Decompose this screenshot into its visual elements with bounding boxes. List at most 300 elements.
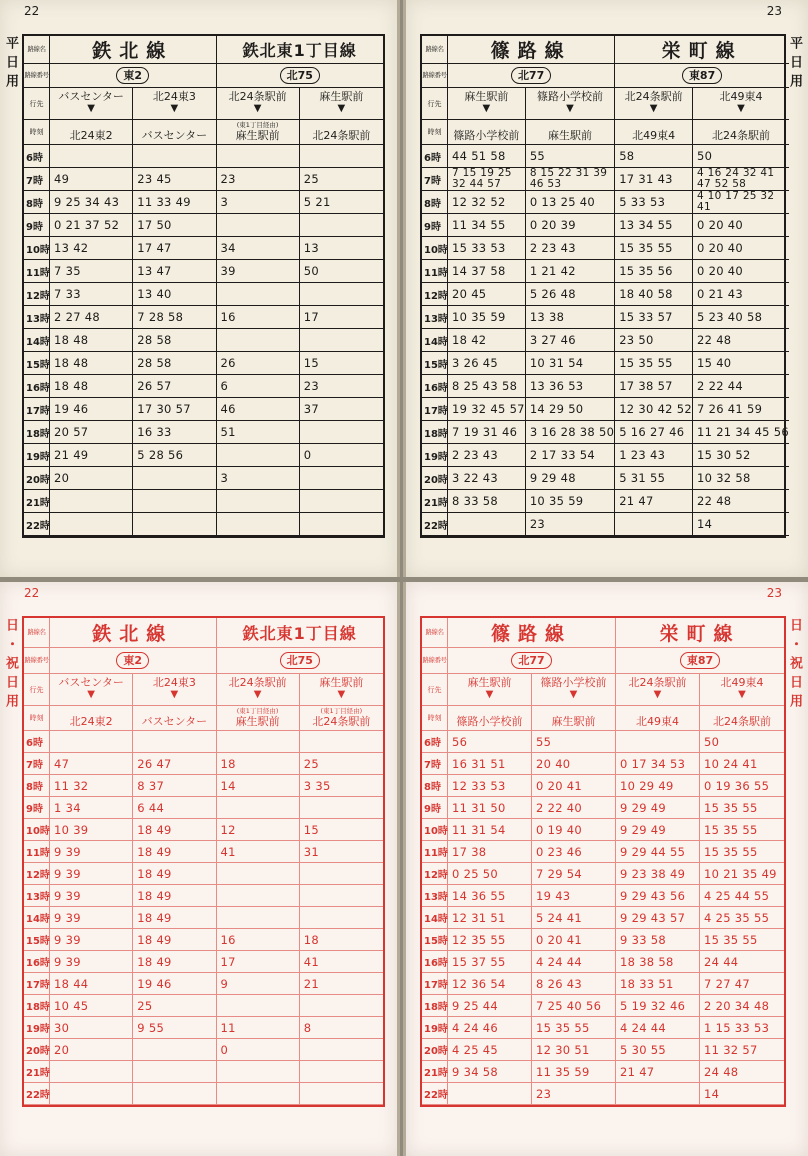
hour-label: 20時 <box>24 467 50 490</box>
departure-minutes: 0 20 39 <box>526 214 615 237</box>
departure-minutes: 9 33 58 <box>616 929 700 951</box>
departure-minutes: 23 <box>526 513 615 536</box>
departure-minutes: 15 <box>300 819 383 841</box>
departure-minutes: 7 28 58 <box>133 306 216 329</box>
departure-minutes: 2 23 43 <box>526 237 615 260</box>
direction-origin-cell <box>616 674 700 706</box>
departure-minutes: 1 21 42 <box>526 260 615 283</box>
departure-minutes: 18 <box>300 929 383 951</box>
hour-label: 18時 <box>24 421 50 444</box>
direction-destination-cell <box>532 706 616 731</box>
departure-minutes: 3 <box>217 467 300 490</box>
hour-label: 19時 <box>422 444 448 467</box>
time-header: 時刻 <box>24 706 50 731</box>
departure-minutes: 7 33 <box>50 283 133 306</box>
via-note: (東1丁目経由) <box>320 707 363 715</box>
departure-minutes <box>300 995 383 1017</box>
hour-label: 17時 <box>422 398 448 421</box>
departure-minutes: 2 22 40 <box>532 797 616 819</box>
departure-minutes: 18 <box>217 753 300 775</box>
departure-minutes: 12 36 54 <box>448 973 532 995</box>
destination-header: 行先 <box>422 88 448 120</box>
departure-minutes <box>300 214 383 237</box>
hour-label: 16時 <box>24 951 50 973</box>
hour-label: 10時 <box>24 819 50 841</box>
hour-label: 13時 <box>24 885 50 907</box>
departure-minutes: 14 <box>217 775 300 797</box>
hour-label: 15時 <box>24 352 50 375</box>
departure-minutes: 13 38 <box>526 306 615 329</box>
departure-minutes: 31 <box>300 841 383 863</box>
departure-minutes: 2 22 44 <box>693 375 789 398</box>
departure-minutes <box>300 283 383 306</box>
direction-destination-cell <box>133 120 216 145</box>
departure-minutes: 0 <box>217 1039 300 1061</box>
hour-label: 8時 <box>422 775 448 797</box>
departure-minutes: 9 39 <box>50 863 133 885</box>
departure-minutes: 10 24 41 <box>700 753 784 775</box>
hour-label: 22時 <box>24 513 50 536</box>
timetable-grid <box>22 616 385 1107</box>
departure-minutes: 14 <box>693 513 789 536</box>
line-name: 篠路線 <box>448 36 615 64</box>
direction-destination-cell <box>700 706 784 731</box>
destination-stop: 麻生駅前 <box>235 715 280 728</box>
departure-minutes: 9 29 49 <box>616 819 700 841</box>
hour-label: 7時 <box>422 753 448 775</box>
via-note: (東1丁目経由) <box>236 121 279 129</box>
down-arrow-icon: ▼ <box>253 103 262 114</box>
destination-stop: 北24東2 <box>69 129 113 142</box>
departure-minutes: 55 <box>526 145 615 168</box>
hour-label: 14時 <box>422 907 448 929</box>
departure-minutes: 1 23 43 <box>615 444 693 467</box>
line-name: 鉄北東1丁目線 <box>217 618 384 648</box>
departure-minutes: 9 34 58 <box>448 1061 532 1083</box>
departure-minutes <box>300 490 383 513</box>
departure-minutes: 21 47 <box>615 490 693 513</box>
departure-minutes: 0 19 40 <box>532 819 616 841</box>
direction-origin-cell <box>217 674 300 706</box>
page-number: 22 <box>24 586 40 600</box>
route-badge: 北77 <box>511 652 551 669</box>
departure-minutes: 4 10 17 25 32 41 <box>693 191 789 214</box>
departure-minutes: 2 17 33 54 <box>526 444 615 467</box>
departure-minutes: 58 <box>615 145 693 168</box>
timetable-grid <box>420 616 786 1107</box>
departure-minutes <box>217 907 300 929</box>
down-arrow-icon: ▼ <box>337 689 346 700</box>
departure-minutes: 15 35 55 <box>615 237 693 260</box>
hour-label: 13時 <box>422 885 448 907</box>
direction-origin-cell <box>133 674 216 706</box>
departure-minutes: 6 <box>217 375 300 398</box>
departure-minutes: 5 19 32 46 <box>616 995 700 1017</box>
departure-minutes: 5 23 40 58 <box>693 306 789 329</box>
departure-minutes: 0 <box>300 444 383 467</box>
origin-stop: バスセンター <box>58 90 124 103</box>
departure-minutes: 8 26 43 <box>532 973 616 995</box>
direction-destination-cell <box>133 706 216 731</box>
departure-minutes: 23 <box>300 375 383 398</box>
route-number-cell <box>448 648 616 674</box>
destination-stop: バスセンター <box>141 715 208 728</box>
direction-destination-cell <box>300 120 383 145</box>
destination-stop: 北49東4 <box>632 129 676 142</box>
departure-minutes: 12 33 53 <box>448 775 532 797</box>
departure-minutes: 51 <box>217 421 300 444</box>
departure-minutes: 10 32 58 <box>693 467 789 490</box>
hour-label: 11時 <box>422 260 448 283</box>
departure-minutes: 11 34 55 <box>448 214 526 237</box>
hour-label: 6時 <box>24 145 50 168</box>
departure-minutes: 22 48 <box>693 490 789 513</box>
departure-minutes: 12 <box>217 819 300 841</box>
departure-minutes: 9 29 44 55 <box>616 841 700 863</box>
hour-label: 15時 <box>422 929 448 951</box>
departure-minutes <box>133 513 216 536</box>
departure-minutes: 2 20 34 48 <box>700 995 784 1017</box>
departure-minutes: 12 32 52 <box>448 191 526 214</box>
departure-minutes <box>217 329 300 352</box>
departure-minutes: 8 37 <box>133 775 216 797</box>
departure-minutes: 15 <box>300 352 383 375</box>
departure-minutes: 4 16 24 32 41 47 52 58 <box>693 168 789 191</box>
departure-minutes <box>300 731 383 753</box>
departure-minutes: 3 22 43 <box>448 467 526 490</box>
departure-minutes: 18 38 58 <box>616 951 700 973</box>
departure-minutes <box>217 513 300 536</box>
departure-minutes: 26 57 <box>133 375 216 398</box>
down-arrow-icon: ▼ <box>649 103 658 114</box>
departure-minutes: 24 48 <box>700 1061 784 1083</box>
departure-minutes <box>50 1083 133 1105</box>
departure-minutes: 8 15 22 31 39 46 53 <box>526 168 615 191</box>
weekday-right-page <box>403 0 808 577</box>
origin-stop: 北49東4 <box>719 90 763 103</box>
departure-minutes: 10 29 49 <box>616 775 700 797</box>
departure-minutes <box>50 731 133 753</box>
departure-minutes: 15 35 55 <box>532 1017 616 1039</box>
departure-minutes: 5 24 41 <box>532 907 616 929</box>
departure-minutes: 10 45 <box>50 995 133 1017</box>
direction-origin-cell <box>50 88 133 120</box>
departure-minutes <box>217 797 300 819</box>
departure-minutes: 11 31 50 <box>448 797 532 819</box>
departure-minutes: 11 21 34 45 56 <box>693 421 789 444</box>
departure-minutes: 41 <box>217 841 300 863</box>
departure-minutes <box>217 145 300 168</box>
hour-label: 12時 <box>422 863 448 885</box>
departure-minutes: 18 42 <box>448 329 526 352</box>
departure-minutes: 15 30 52 <box>693 444 789 467</box>
departure-minutes: 46 <box>217 398 300 421</box>
departure-minutes: 26 <box>217 352 300 375</box>
departure-minutes: 11 35 59 <box>532 1061 616 1083</box>
departure-minutes: 4 25 44 55 <box>700 885 784 907</box>
hour-label: 9時 <box>24 214 50 237</box>
departure-minutes: 30 <box>50 1017 133 1039</box>
direction-destination-cell <box>448 120 526 145</box>
departure-minutes: 55 <box>532 731 616 753</box>
hour-label: 12時 <box>24 863 50 885</box>
line-name-header: 路線名 <box>422 618 448 648</box>
departure-minutes <box>217 995 300 1017</box>
hour-label: 21時 <box>422 490 448 513</box>
down-arrow-icon: ▼ <box>170 103 179 114</box>
departure-minutes: 16 <box>217 929 300 951</box>
down-arrow-icon: ▼ <box>738 689 746 700</box>
direction-destination-cell <box>526 120 615 145</box>
destination-stop: 北24条駅前 <box>312 715 371 728</box>
schedule-type-label: 平日用 <box>3 36 18 93</box>
departure-minutes: 15 35 55 <box>700 797 784 819</box>
departure-minutes <box>217 1061 300 1083</box>
departure-minutes: 11 32 <box>50 775 133 797</box>
hour-label: 10時 <box>422 819 448 841</box>
origin-stop: 麻生駅前 <box>464 90 509 103</box>
line-name: 鉄北線 <box>50 36 217 64</box>
down-arrow-icon: ▼ <box>337 103 346 114</box>
departure-minutes: 4 25 45 <box>448 1039 532 1061</box>
down-arrow-icon: ▼ <box>87 689 95 700</box>
hour-label: 9時 <box>422 797 448 819</box>
down-arrow-icon: ▼ <box>253 689 262 700</box>
departure-minutes: 13 <box>300 237 383 260</box>
departure-minutes: 15 35 55 <box>615 352 693 375</box>
departure-minutes: 3 35 <box>300 775 383 797</box>
departure-minutes: 26 47 <box>133 753 216 775</box>
holiday-right-page <box>403 582 808 1156</box>
departure-minutes <box>616 1083 700 1105</box>
departure-minutes: 0 20 40 <box>693 237 789 260</box>
weekday-left-page <box>0 0 400 577</box>
departure-minutes: 10 35 59 <box>448 306 526 329</box>
departure-minutes <box>50 490 133 513</box>
origin-stop: 篠路小学校前 <box>540 676 607 689</box>
origin-stop: 麻生駅前 <box>467 676 512 689</box>
departure-minutes <box>133 1083 216 1105</box>
departure-minutes: 0 20 41 <box>532 775 616 797</box>
origin-stop: 北24東3 <box>152 90 196 103</box>
down-arrow-icon: ▼ <box>569 689 578 700</box>
destination-stop: 篠路小学校前 <box>456 715 523 728</box>
direction-origin-cell <box>615 88 693 120</box>
hour-label: 16時 <box>422 951 448 973</box>
route-number-header: 路線番号 <box>422 64 448 88</box>
destination-stop: 北49東4 <box>636 715 679 728</box>
departure-minutes: 4 24 46 <box>448 1017 532 1039</box>
departure-minutes: 15 35 56 <box>615 260 693 283</box>
departure-minutes: 9 29 43 56 <box>616 885 700 907</box>
departure-minutes: 17 30 57 <box>133 398 216 421</box>
hour-label: 12時 <box>422 283 448 306</box>
direction-destination-cell <box>217 120 300 145</box>
departure-minutes: 25 <box>300 168 383 191</box>
departure-minutes: 24 44 <box>700 951 784 973</box>
departure-minutes <box>448 513 526 536</box>
destination-stop: 麻生駅前 <box>551 715 596 728</box>
hour-label: 6時 <box>24 731 50 753</box>
destination-stop: 北24東2 <box>69 715 113 728</box>
direction-destination-cell <box>693 120 789 145</box>
schedule-type-label: 日・祝日用 <box>787 618 802 713</box>
destination-stop: 麻生駅前 <box>548 129 592 142</box>
departure-minutes: 50 <box>300 260 383 283</box>
departure-minutes: 20 40 <box>532 753 616 775</box>
departure-minutes: 16 <box>217 306 300 329</box>
departure-minutes: 10 39 <box>50 819 133 841</box>
hour-label: 7時 <box>24 753 50 775</box>
departure-minutes: 7 26 41 59 <box>693 398 789 421</box>
departure-minutes: 18 49 <box>133 951 216 973</box>
departure-minutes: 7 19 31 46 <box>448 421 526 444</box>
departure-minutes <box>217 283 300 306</box>
down-arrow-icon: ▼ <box>566 103 574 114</box>
hour-label: 20時 <box>24 1039 50 1061</box>
direction-origin-cell <box>133 88 216 120</box>
departure-minutes: 18 48 <box>50 375 133 398</box>
departure-minutes: 5 28 56 <box>133 444 216 467</box>
departure-minutes <box>133 1061 216 1083</box>
departure-minutes: 12 30 42 52 <box>615 398 693 421</box>
destination-header: 行先 <box>24 88 50 120</box>
route-badge: 東87 <box>682 67 722 84</box>
origin-stop: バスセンター <box>58 676 124 689</box>
departure-minutes: 9 25 44 <box>448 995 532 1017</box>
hour-label: 21時 <box>422 1061 448 1083</box>
hour-label: 8時 <box>24 191 50 214</box>
departure-minutes: 1 15 33 53 <box>700 1017 784 1039</box>
departure-minutes <box>217 444 300 467</box>
departure-minutes: 16 33 <box>133 421 216 444</box>
page-number: 22 <box>24 4 40 18</box>
departure-minutes: 15 33 57 <box>615 306 693 329</box>
hour-label: 20時 <box>422 467 448 490</box>
departure-minutes: 49 <box>50 168 133 191</box>
direction-origin-cell <box>217 88 300 120</box>
hour-label: 6時 <box>422 145 448 168</box>
departure-minutes: 8 25 43 58 <box>448 375 526 398</box>
hour-label: 19時 <box>24 1017 50 1039</box>
time-header: 時刻 <box>24 120 50 145</box>
departure-minutes <box>300 1039 383 1061</box>
departure-minutes <box>300 797 383 819</box>
destination-header: 行先 <box>24 674 50 706</box>
route-number-header: 路線番号 <box>24 64 50 88</box>
schedule-type-label: 平日用 <box>787 36 802 93</box>
hour-label: 11時 <box>422 841 448 863</box>
departure-minutes <box>50 1061 133 1083</box>
departure-minutes: 2 23 43 <box>448 444 526 467</box>
departure-minutes: 18 40 58 <box>615 283 693 306</box>
departure-minutes: 15 35 55 <box>700 841 784 863</box>
departure-minutes: 18 49 <box>133 819 216 841</box>
departure-minutes: 18 48 <box>50 352 133 375</box>
origin-stop: 麻生駅前 <box>319 90 364 103</box>
hour-label: 21時 <box>24 490 50 513</box>
line-name: 鉄北線 <box>50 618 217 648</box>
down-arrow-icon: ▼ <box>485 689 494 700</box>
direction-destination-cell <box>448 706 532 731</box>
departure-minutes: 19 46 <box>50 398 133 421</box>
direction-destination-cell <box>615 120 693 145</box>
line-name: 栄町線 <box>615 36 789 64</box>
hour-label: 16時 <box>422 375 448 398</box>
departure-minutes: 9 23 38 49 <box>616 863 700 885</box>
hour-label: 22時 <box>24 1083 50 1105</box>
departure-minutes: 13 34 55 <box>615 214 693 237</box>
departure-minutes: 13 47 <box>133 260 216 283</box>
departure-minutes: 25 <box>133 995 216 1017</box>
departure-minutes: 0 19 36 55 <box>700 775 784 797</box>
hour-label: 15時 <box>24 929 50 951</box>
route-badge: 東87 <box>680 652 720 669</box>
departure-minutes: 14 29 50 <box>526 398 615 421</box>
hour-label: 16時 <box>24 375 50 398</box>
hour-label: 12時 <box>24 283 50 306</box>
departure-minutes: 18 48 <box>50 329 133 352</box>
hour-label: 17時 <box>24 398 50 421</box>
departure-minutes <box>615 513 693 536</box>
departure-minutes: 3 <box>217 191 300 214</box>
hour-label: 11時 <box>24 841 50 863</box>
hour-label: 6時 <box>422 731 448 753</box>
departure-minutes <box>217 863 300 885</box>
departure-minutes: 11 31 54 <box>448 819 532 841</box>
origin-stop: 北24東3 <box>152 676 196 689</box>
departure-minutes: 9 29 43 57 <box>616 907 700 929</box>
departure-minutes: 20 <box>50 1039 133 1061</box>
hour-label: 21時 <box>24 1061 50 1083</box>
departure-minutes <box>300 329 383 352</box>
departure-minutes: 13 40 <box>133 283 216 306</box>
departure-minutes <box>50 513 133 536</box>
departure-minutes <box>300 863 383 885</box>
hour-label: 14時 <box>24 329 50 352</box>
departure-minutes: 18 49 <box>133 885 216 907</box>
departure-minutes <box>300 1083 383 1105</box>
departure-minutes: 18 49 <box>133 841 216 863</box>
hour-label: 14時 <box>24 907 50 929</box>
line-name-header: 路線名 <box>422 36 448 64</box>
departure-minutes: 17 <box>300 306 383 329</box>
departure-minutes <box>133 1039 216 1061</box>
direction-origin-cell <box>700 674 784 706</box>
origin-stop: 北24条駅前 <box>624 90 683 103</box>
line-name: 篠路線 <box>448 618 616 648</box>
departure-minutes <box>448 1083 532 1105</box>
departure-minutes: 56 <box>448 731 532 753</box>
departure-minutes: 9 39 <box>50 951 133 973</box>
departure-minutes <box>133 731 216 753</box>
hour-label: 19時 <box>422 1017 448 1039</box>
departure-minutes: 7 15 19 25 32 44 57 <box>448 168 526 191</box>
departure-minutes: 11 33 49 <box>133 191 216 214</box>
hour-label: 10時 <box>422 237 448 260</box>
departure-minutes <box>300 421 383 444</box>
departure-minutes <box>50 145 133 168</box>
direction-destination-cell <box>300 706 383 731</box>
departure-minutes <box>217 885 300 907</box>
direction-origin-cell <box>693 88 789 120</box>
departure-minutes: 5 21 <box>300 191 383 214</box>
route-badge: 東2 <box>116 67 149 84</box>
departure-minutes <box>300 907 383 929</box>
hour-label: 17時 <box>24 973 50 995</box>
departure-minutes: 20 <box>50 467 133 490</box>
direction-origin-cell <box>448 674 532 706</box>
